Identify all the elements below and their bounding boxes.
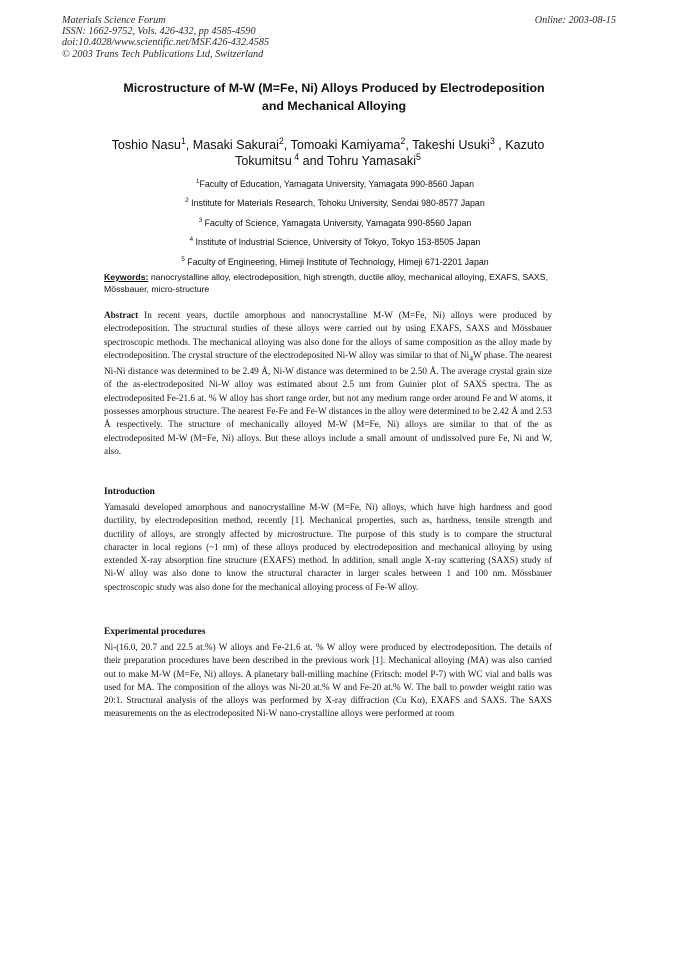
abstract-subscript: 4: [469, 353, 474, 363]
title-line-2: and Mechanical Alloying: [261, 98, 407, 113]
affiliation-number: 1: [196, 178, 200, 186]
author-name: , Kazuto Tokumitsu: [235, 138, 545, 168]
abstract-block: [104, 309, 552, 458]
author-affil-mark: 4: [291, 151, 300, 162]
abstract-text: In recent years, ductile amorphous and nanocrystalline M-W (M=Fe, Ni) alloys were produced by electrodeposition. The structural studies of these alloys were carried out by using EXAFS, SAXS and Mössbauer spectroscopic methods. The mechanical alloying was also done for the alloys of same composition as the alloy made by electrodeposition. The crystal structure of the electrodeposited Ni-W alloy was similar to that of Ni: [104, 310, 552, 360]
affiliation-4: [100, 233, 570, 252]
affiliation-number: 2: [185, 197, 189, 205]
author-affil-mark: 5: [416, 151, 421, 162]
journal-name: Materials Science Forum: [62, 15, 166, 26]
affiliation-list: [100, 175, 570, 272]
author-affil-mark: 2: [278, 135, 284, 146]
author-affil-mark: 2: [400, 135, 406, 146]
journal-issn: ISSN: 1662-9752, Vols. 426-432, pp 4585-4590: [62, 26, 256, 38]
affiliation-5: [100, 253, 570, 272]
keywords-text: nanocrystalline alloy, electrodeposition, high strength, ductile alloy, mechanical alloying, EXAFS, SAXS, Mössbauer, micro-structure: [104, 272, 548, 294]
keywords-label: Keywords:: [104, 272, 149, 282]
introduction-text: Yamasaki developed amorphous and nanocrystalline M-W (M=Fe, Ni) alloys, which have high hardness and good ductility, by electrodeposition method, recently [1]. Mechanical properties, such as, hardness, tensile strength and ductility of alloys, are strongly affected by microstructure. The purpose of this study is to compare the structural character in local regions (~1 nm) of these alloys produced by electrodeposition and mechanical alloying by using extended X-ray absorption fine structure (EXAFS) method. In addition, small angle X-ray scattering (SAXS) study of Ni-W alloy was also done to know the structural character in larger scales between 1 and 100 nm. Mössbauer spectroscopic study was also done for the mechanical alloying process of Fe-W alloy.: [104, 502, 552, 592]
journal-doi[interactable]: doi:10.4028/www.scientific.net/MSF.426-432.4585: [62, 37, 270, 49]
author-name: and Tohru Yamasaki: [299, 154, 417, 168]
author-name: , Masaki Sakurai: [185, 138, 279, 152]
abstract-label: Abstract: [104, 310, 139, 320]
affiliation-number: 5: [181, 255, 185, 263]
journal-header: [62, 15, 622, 60]
abstract-text-cont: W phase. The nearest Ni-Ni distance was determined to be 2.49 Å, Ni-W distance was determined to be 2.50 Å. The average crystal grain size of the as-electrodeposited Ni-W alloy was estimated about 2.5 nm from Guinier plot of SAXS spectra. The as electrodeposited Fe-21.6 at. % W alloy has short range order, but not any medium range order around Fe and W atoms, it possesses amorphous structure. The nearest Fe-Fe and Fe-W distances in the alloy were determined to be 2.42 Å and 2.53 Å respectively. The structure of mechanically alloyed M-W (M=Fe, Ni) alloys are similar to that of the as electrodeposited M-W (M=Fe, Ni) alloys. But these alloys include a small amount of undissolved pure Fe, Ni and W, also.: [104, 349, 552, 456]
affiliation-text: Institute for Materials Research, Tohoku University, Sendai 980-8577 Japan: [188, 198, 485, 209]
author-list: [88, 137, 568, 169]
affiliation-2: [100, 194, 570, 213]
author-affil-mark: 1: [180, 135, 186, 146]
author-affil-mark: 3: [489, 135, 495, 146]
affiliation-number: 4: [189, 236, 194, 244]
author-name: , Tomoaki Kamiyama: [283, 138, 401, 152]
affiliation-text: Faculty of Education, Yamagata University, Yamagata 990-8560 Japan: [199, 179, 474, 189]
affiliation-text: Faculty of Science, Yamagata University, Yamagata 990-8560 Japan: [202, 217, 472, 228]
title-line-1: Microstructure of M-W (M=Fe, Ni) Alloys Produced by Electrodeposition: [123, 81, 545, 95]
affiliation-number: 3: [198, 216, 203, 224]
paper-title: [90, 80, 578, 115]
online-date: Online: 2003-08-15: [534, 15, 616, 26]
affiliation-3: [100, 214, 570, 233]
journal-copyright: © 2003 Trans Tech Publications Ltd, Switzerland: [62, 48, 264, 60]
introduction-heading: Introduction: [104, 487, 155, 497]
author-name: Toshio Nasu: [111, 138, 181, 152]
affiliation-text: Faculty of Engineering, Himeji Institute of Technology, Himeji 671-2201 Japan: [184, 256, 489, 267]
experimental-text: Ni-(16.0, 20.7 and 22.5 at.%) W alloys and Fe-21.6 at. % W alloy were produced by electrodeposition. The details of their preparation procedures have been described in the previous work [1]. Mechanical alloying (MA) was also carried out to make M-W (M=Fe, Ni) alloys. A planetary ball-milling machine (Fritsch: model P-7) with WC vial and balls was used for MA. The composition of the alloys was Ni-20 at.% W and Fe-20 at.% W. The ball to powder weight ratio was 20:1. Structural analysis of the alloys was performed by X-ray diffraction (Cu Kα), EXAFS and SAXS. The SAXS measurements on the as electrodeposited Ni-W nano-crystalline alloys were performed at room: [104, 642, 552, 719]
affiliation-1: [100, 175, 570, 194]
experimental-heading: Experimental procedures: [104, 627, 206, 637]
keywords-block: [104, 272, 552, 295]
affiliation-text: Institute of Industrial Science, University of Tokyo, Tokyo 153-8505 Japan: [193, 237, 481, 248]
author-name: , Takeshi Usuki: [405, 138, 490, 152]
